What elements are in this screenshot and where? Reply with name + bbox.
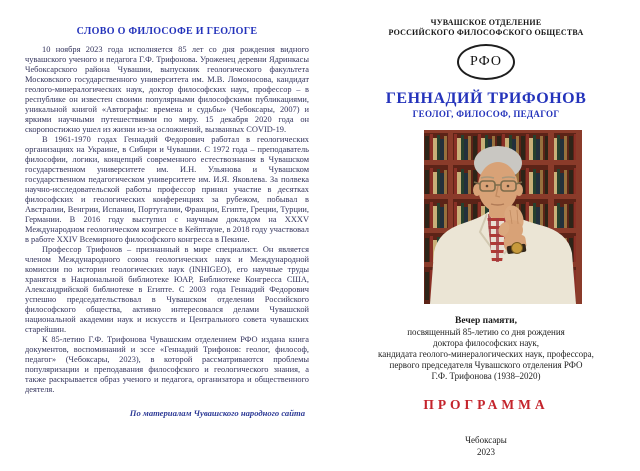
rfo-logo: [457, 44, 515, 80]
left-page-heading: СЛОВО О ФИЛОСОФЕ И ГЕОЛОГЕ: [76, 26, 258, 37]
memorial-line-4: кандидата геолого-минералогических наук, профессора,: [378, 349, 594, 359]
memorial-line-3: доктора философских наук,: [433, 338, 539, 348]
biography-paragraph-1: 10 ноября 2023 года исполняется 85 лет со дня рождения видного чувашского ученого и педагога Г.Ф. Трифонова. Уроженец деревни Ядринкасы Чебоксарского района Чувашии, выпускник геологического факультета Московского государственного университета им. М.В. Ломоносова, кандидат геолого-минералогических наук, доктор философских наук, профессор – в республике он известен своими популярными философскими публикациями, уникальной книгой «Автографы: времена и судьбы» (Чебоксары, 2007) и яркими научными путешествиями по миру. 15 декабря 2020 года он скоропостижно ушел из жизни из-за осложнений, вызванных COVID-19.: [25, 45, 309, 134]
organization-line-2: РОССИЙСКОГО ФИЛОСОФСКОГО ОБЩЕСТВА: [388, 27, 584, 37]
imprint: [340, 435, 632, 458]
biography-paragraph-4: К 85-летию Г.Ф. Трифонова Чувашским отделением РФО издана книга документов, воспоминаний и эссе «Геннадий Трифонов: геолог, философ, педагог» (Чебоксары, 2023), в которой рассматриваются проблемы популяризации и преподавания философского и геологического знания, а также раскрывается образ ученого и педагога, организатора и общественного деятеля.: [25, 335, 309, 394]
portrait-photo: [424, 130, 582, 304]
organization-header: [340, 18, 632, 37]
cover-page: [340, 18, 632, 458]
memorial-line-1: Вечер памяти,: [455, 316, 517, 326]
person-name: ГЕННАДИЙ ТРИФОНОВ: [385, 90, 587, 107]
memorial-line-2: посвященный 85-летию со дня рождения: [407, 327, 565, 337]
rfo-logo-text: РФО: [470, 54, 502, 69]
person-roles: ГЕОЛОГ, ФИЛОСОФ, ПЕДАГОГ: [412, 109, 560, 119]
portrait-photo-image: [424, 130, 582, 304]
source-attribution: По материалам Чувашского народного сайта: [129, 408, 305, 418]
imprint-year: 2023: [477, 446, 495, 457]
memorial-line-5: первого председателя Чувашского отделения РФО: [389, 360, 583, 370]
left-page: [25, 26, 309, 418]
imprint-city: Чебоксары: [465, 435, 507, 445]
memorial-line-6: Г.Ф. Трифонова (1938–2020): [431, 371, 541, 381]
program-heading: ПРОГРАММА: [423, 397, 549, 412]
memorial-block: [340, 315, 632, 382]
biography-paragraph-3: Профессор Трифонов – признанный в мире специалист. Он является членом Международного союза геологических наук и Международной комиссии по истории геологических наук (INHIGEO), его научные труды хранятся в Национальной библиотеке ЮАР, Библиотеке Конгресса США, Александрийской библиотеке в Египте. С 2003 года Геннадий Федорович успешно председательствовал в Чувашском отделении Российского философского общества, активно интересовался делами Чувашской национальной академии наук и искусств и Центрального совета чувашских старейшин.: [25, 245, 309, 334]
biography-paragraph-2: В 1961-1970 годах Геннадий Федорович работал в геологических организациях на Украине, в Сибири и Чувашии. С 1972 года – преподаватель философии, логики, концепций современного естествознания в Чувашском государственном университете им. И.Н. Ульянова и Чувашском государственном педагогическом университете им. И.Я. Яковлева. За полвека научно-исследовательской работы профессор принял участие в десятках философских и геологических конференциях за рубежом, побывал в Австралии, Венгрии, Испании, Португалии, Франции, Египте, Греции, Турции, Германии. В 2016 году выступил с научным докладом на XXXV Международном геологическом конгрессе в Кейптауне, в 2018 году участвовал в работе XXIV Всемирного философского конгресса в Пекине.: [25, 135, 309, 244]
organization-line-1: ЧУВАШСКОЕ ОТДЕЛЕНИЕ: [430, 18, 542, 27]
